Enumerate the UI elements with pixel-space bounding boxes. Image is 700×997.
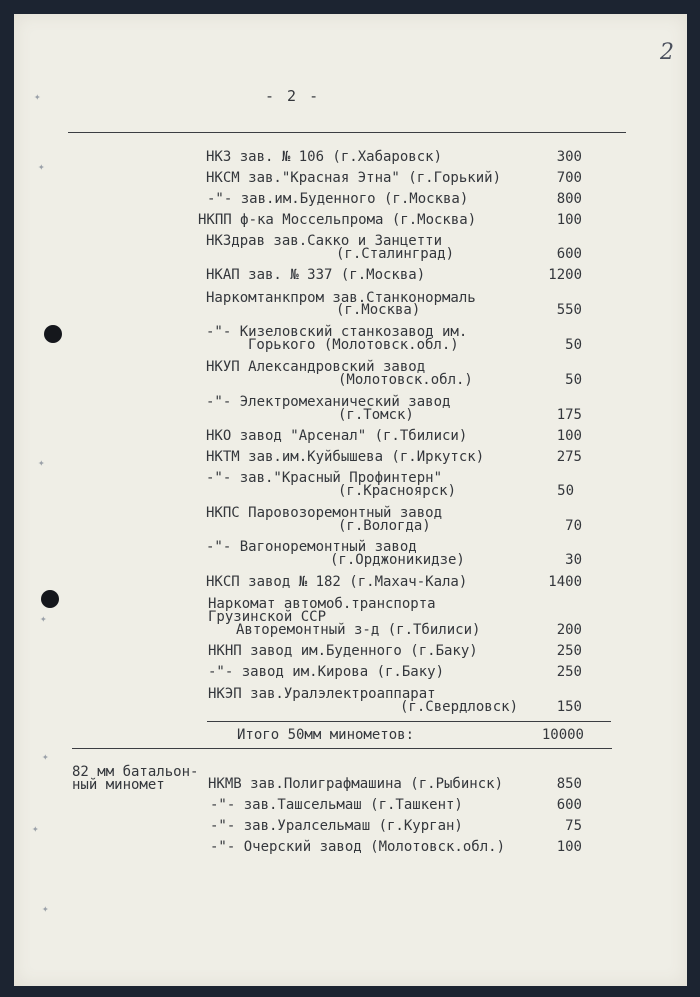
entry-quantity: 600 xyxy=(556,797,582,813)
entry-quantity: 1200 xyxy=(548,267,582,283)
tack-mark: ✦ xyxy=(38,456,45,469)
binder-hole xyxy=(41,590,59,608)
weapon-label: 82 мм батальон- xyxy=(72,764,199,780)
entry-quantity: 250 xyxy=(556,664,582,680)
entry-quantity: 200 xyxy=(556,622,582,638)
entry-line: Наркомтанкпром зав.Станконормаль xyxy=(206,290,476,306)
entry-line: НКСМ зав."Красная Этна" (г.Горький) xyxy=(206,170,502,186)
entry-line: -"- зав.Ташсельмаш (г.Ташкент) xyxy=(210,797,463,813)
entry-line: (г.Томск) xyxy=(338,407,414,423)
entry-quantity: 50 xyxy=(565,372,582,388)
entry-line: (Молотовск.обл.) xyxy=(338,372,473,388)
entry-line: НКЗ зав. № 106 (г.Хабаровск) xyxy=(206,149,443,165)
total-value: 10000 xyxy=(541,727,584,743)
entry-line: -"- Электромеханический завод xyxy=(206,394,451,410)
entry-quantity: 1400 xyxy=(548,574,582,590)
top-divider xyxy=(68,132,626,133)
entry-quantity: 550 xyxy=(556,302,582,318)
entry-line: НКМВ зав.Полиграфмашина (г.Рыбинск) xyxy=(208,776,504,792)
tack-mark: ✦ xyxy=(38,160,45,173)
entry-quantity: 75 xyxy=(565,818,582,834)
entry-line: -"- завод им.Кирова (г.Баку) xyxy=(208,664,445,680)
entry-quantity: 100 xyxy=(556,212,582,228)
entry-quantity: 700 xyxy=(556,170,582,186)
entry-line: НКСП завод № 182 (г.Махач-Кала) xyxy=(206,574,468,590)
entry-quantity: 50 xyxy=(565,337,582,353)
entry-line: -"- Кизеловский станкозавод им. xyxy=(206,324,468,340)
entry-line: НКО завод "Арсенал" (г.Тбилиси) xyxy=(206,428,468,444)
entry-line: -"- зав."Красный Профинтерн" xyxy=(206,470,443,486)
weapon-label: ный миномет xyxy=(72,777,165,793)
entry-quantity: 250 xyxy=(556,643,582,659)
entry-quantity: 100 xyxy=(556,428,582,444)
entry-line: (г.Орджоникидзе) xyxy=(330,552,465,568)
total-divider-top xyxy=(207,721,611,722)
entry-quantity: 275 xyxy=(556,449,582,465)
entry-line: Горького (Молотовск.обл.) xyxy=(248,337,459,353)
entry-quantity: 175 xyxy=(556,407,582,423)
entry-line: НКТМ зав.им.Куйбышева (г.Иркутск) xyxy=(206,449,485,465)
entry-line: Грузинской ССР xyxy=(208,609,327,625)
entry-line: Авторемонтный з-д (г.Тбилиси) xyxy=(236,622,481,638)
tack-mark: ✦ xyxy=(32,822,39,835)
entry-line: НКПП ф-ка Моссельпрома (г.Москва) xyxy=(198,212,477,228)
tack-mark: ✦ xyxy=(42,750,49,763)
entry-quantity: 100 xyxy=(556,839,582,855)
entry-line: НКПС Паровозоремонтный завод xyxy=(206,505,443,521)
entry-quantity: 150 xyxy=(556,699,582,715)
tack-mark: ✦ xyxy=(34,90,41,103)
handwritten-page-number: 2 xyxy=(660,40,674,65)
entry-line: -"- зав.им.Буденного (г.Москва) xyxy=(207,191,469,207)
entry-line: НКАП зав. № 337 (г.Москва) xyxy=(206,267,426,283)
entry-line: Наркомат автомоб.транспорта xyxy=(208,596,436,612)
entry-quantity: 70 xyxy=(565,518,582,534)
entry-quantity: 850 xyxy=(556,776,582,792)
total-label: Итого 50мм минометов: xyxy=(237,727,415,743)
tack-mark: ✦ xyxy=(42,902,49,915)
total-divider-bottom xyxy=(72,748,612,749)
entry-line: (г.Сталинград) xyxy=(336,246,455,262)
page-number: - 2 - xyxy=(265,87,321,105)
entry-line: НКУП Александровский завод xyxy=(206,359,426,375)
binder-hole xyxy=(44,325,62,343)
entry-line: (г.Москва) xyxy=(336,302,421,318)
entry-line: (г.Свердловск) xyxy=(400,699,519,715)
tack-mark: ✦ xyxy=(40,612,47,625)
entry-line: НКЗдрав зав.Сакко и Занцетти xyxy=(206,233,443,249)
entry-line: НКНП завод им.Буденного (г.Баку) xyxy=(208,643,478,659)
entry-line: -"- Очерский завод (Молотовск.обл.) xyxy=(210,839,506,855)
entry-line: (г.Красноярск) xyxy=(338,483,457,499)
entry-quantity: 50 xyxy=(557,483,574,499)
entry-line: -"- зав.Уралсельмаш (г.Курган) xyxy=(210,818,463,834)
entry-line: -"- Вагоноремонтный завод xyxy=(206,539,417,555)
entry-quantity: 600 xyxy=(556,246,582,262)
entry-quantity: 300 xyxy=(556,149,582,165)
entry-quantity: 800 xyxy=(556,191,582,207)
entry-line: (г.Вологда) xyxy=(338,518,431,534)
entry-line: НКЭП зав.Уралэлектроаппарат xyxy=(208,686,436,702)
entry-quantity: 30 xyxy=(565,552,582,568)
